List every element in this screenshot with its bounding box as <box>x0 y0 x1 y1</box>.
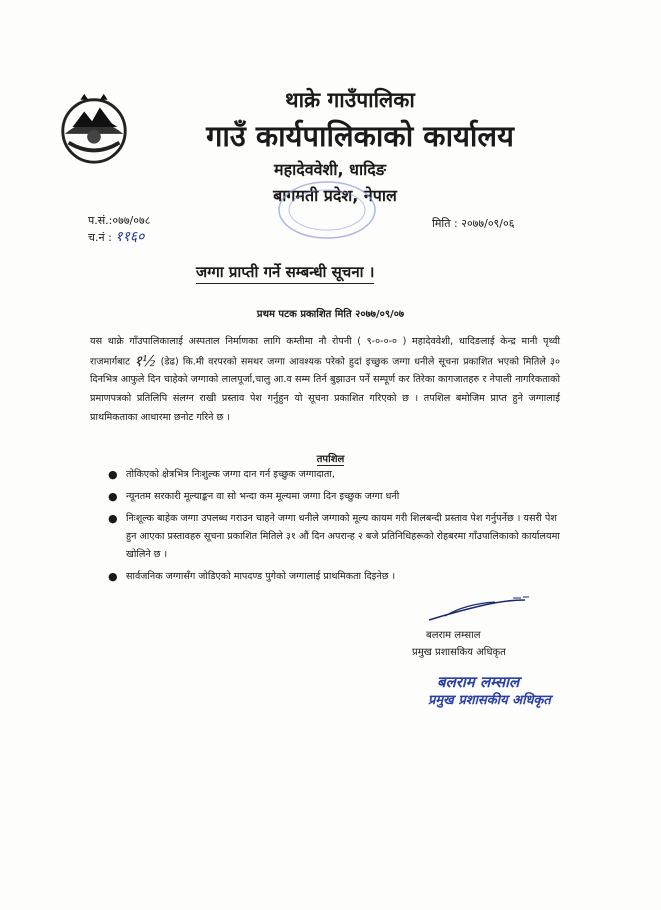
bullet-icon: ● <box>108 570 118 583</box>
office-stamp <box>275 178 380 242</box>
notice-title: जग्गा प्राप्ती गर्ने सम्बन्धी सूचना । <box>196 262 374 284</box>
signature-scribble <box>425 594 535 624</box>
list-item: ● सार्वजनिक जग्गासँग जोडिएको मापदण्ड पुगेको जग्गालाई प्राथमिकता दिइनेछ । <box>108 568 568 586</box>
province-address: बागमती प्रदेश, नेपाल <box>273 186 397 205</box>
body-text-part1: यस थाक्रे गाँउपालिकालाई अस्पताल निर्माणका लागि कम्तीमा नौ रोपनी ( ९-०-०-० ) महादेववेशी, धादिङलाई केन्द्र मानी पृथ्वी राजमार्गबाट <box>90 336 560 367</box>
bullet-icon: ● <box>108 468 118 481</box>
reference-block <box>88 212 150 246</box>
publication-date: प्रथम पटक प्रकाशित मिति २०७७/०९/०७ <box>256 309 405 320</box>
bullet-icon: ● <box>108 512 118 525</box>
chalani-label: च.नं : <box>88 231 112 244</box>
chalani-value: ११६० <box>115 229 145 245</box>
signatory-title: प्रमुख प्रशासकिय अधिकृत <box>412 647 506 658</box>
signatory-name: बलराम लम्साल <box>426 630 481 641</box>
municipality-name: थाक्रे गाउँपालिका <box>285 88 415 112</box>
chalani-number <box>88 229 150 246</box>
bullet-icon: ● <box>108 490 118 503</box>
notice-body <box>90 333 560 427</box>
patra-sankhya: प.सं.:०७७/०७८ <box>88 214 151 227</box>
title-seal: प्रमुख प्रशासकीय अधिकृत <box>428 693 551 708</box>
office-address: महादेववेशी, धादिङ <box>274 160 386 179</box>
criteria-list <box>108 466 568 590</box>
body-text-part2: (डेढ) कि.मी वरपरको समथर जग्गा आवश्यक परेको हुदां इच्छुक जग्गा धनीले सूचना प्रकाशित भएको मितिले ३० दिनभित्र आफुले दिन चाहेको जग्गाको लालपूर्जा,चालु आ.व सम्म तिर्न बुझाउन पर्ने सम्पूर्ण कर तिरेका कागजातहरु र नेपाली नागरिकताको प्रमाणपत्रको प्रतिलिपि संलग्न राखी प्रस्ताव पेश गर्नुहुन यो सूचना प्रकाशित गरिएको छ । तपशिल बमोजिम प्राप्त हुने जग्गालाई प्राथमिकताका आधारमा छनोट गरिने छ । <box>90 355 560 423</box>
notice-date: मिति : २०७७/०९/०६ <box>432 217 515 230</box>
list-item: ● निःशूल्क बाहेक जग्गा उपलब्ध गराउन चाहने जग्गा धनीले जग्गाको मूल्य कायम गरी शिलबन्दी प्रस्ताव पेश गर्नुपर्नेछ । यसरी पेश हुन आएका प्रस्तावहरु सूचना प्रकाशित मितिले ३१ औं दिन अपरान्ह २ बजे प्रतिनिधिहरूको रोहबरमा गाँउपालिकाको कार्यालयमा खोलिने छ । <box>108 512 560 560</box>
list-item: ● न्यूनतम सरकारी मूल्याङ्कन वा सो भन्दा कम मूल्यमा जग्गा दिन इच्छुक जग्गा धनी <box>108 488 568 506</box>
office-name: गाउँ कार्यपालिकाको कार्यालय <box>206 119 514 153</box>
name-seal: बलराम लम्साल <box>437 673 520 691</box>
tapsil-heading: तपशिल <box>316 454 345 465</box>
distance-fraction: १½ <box>134 351 157 370</box>
list-item: ● तोकिएको क्षेत्रभित्र निःशुल्क जग्गा दान गर्न इच्छुक जग्गादाता, <box>108 466 568 484</box>
government-emblem-icon <box>55 90 133 168</box>
